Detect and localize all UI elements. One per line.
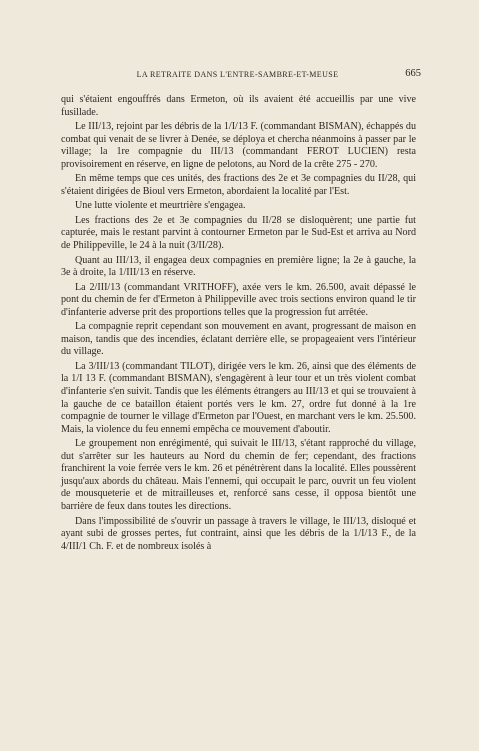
paragraph: Une lutte violente et meurtrière s'engagea. bbox=[75, 200, 246, 212]
running-head: LA RETRAITE DANS L'ENTRE-SAMBRE-ET-MEUSE bbox=[136, 70, 339, 79]
page-number: 665 bbox=[405, 68, 421, 79]
paragraph: Le III/13, rejoint par les débris de la 1/I/13 F. (commandant BISMAN), échappés du combat qui venait de se livrer à Denée, se déploya et chercha néanmoins à passer par le village; la 1re compagnie du III/13 (commandant FEROT LUCIEN) resta provisoirement en réserve, en ligne de pelotons, au Nord de la crête 275 - 270. bbox=[61, 121, 416, 170]
paragraph: La 3/III/13 (commandant TILOT), dirigée vers le km. 26, ainsi que des éléments de la 1/I 13 F. (commandant BISMAN), s'engagèrent à leur tour et un très violent combat d'infanterie s'en suivit. Tandis que les éléments étrangers au III/13 et qui se trouvaient à la gauche de ce bataillon étaient portés vers le km. 27, ordre fut donné à la 1re compagnie de tourner le village d'Ermeton par l'Ouest, en marchant vers le km. 25.500. Mais, la violence du feu ennemi empêcha ce mouvement d'aboutir. bbox=[61, 360, 416, 435]
paragraph: qui s'étaient engouffrés dans Ermeton, où ils avaient été accueillis par une vive fusillade. bbox=[61, 94, 416, 118]
paragraph: La compagnie reprit cependant son mouvement en avant, progressant de maison en maison, tandis que des incendies, éclatant derrière elle, se propageaient vers l'intérieur du village. bbox=[61, 321, 416, 358]
paragraph: La 2/III/13 (commandant VRITHOFF), axée vers le km. 26.500, avait dépassé le pont du chemin de fer d'Ermeton à Philippeville avec trois sections environ quand le tir d'infanterie adverse prit des proportions telles que la progression fut arrêtée. bbox=[61, 281, 416, 318]
paragraph: Le groupement non enrégimenté, qui suivait le III/13, s'étant rapproché du village, dut s'arrêter sur les hauteurs au Nord du chemin de fer; cependant, des fractions franchirent la voie ferrée vers le km. 26 et pénétrèrent dans la localité. Elles poussèrent jusqu'aux abords du château. Mais l'ennemi, qui occupait le parc, ouvrit un feu violent de mousqueterie et de mitrailleuses et, renforcé sans cesse, il opposa bientôt une barrière de feux dans toutes les directions. bbox=[61, 438, 416, 512]
paragraph: Quant au III/13, il engagea deux compagnies en première ligne; la 2e à gauche, la 3e à droite, la 1/III/13 en réserve. bbox=[61, 254, 416, 279]
paragraph: Les fractions des 2e et 3e compagnies du II/28 se disloquèrent; une partie fut capturée, mais le restant parvint à contourner Ermeton par le Sud-Est et arriva au Nord de Philippeville, le 24 à la nuit (3/II/28). bbox=[61, 214, 416, 252]
paragraph: En même temps que ces unités, des fractions des 2e et 3e compagnies du II/28, qui s'étaient dirigées de Bioul vers Ermeton, abordaient la localité par l'Est. bbox=[61, 173, 416, 197]
body-text bbox=[61, 94, 416, 553]
paragraph: Dans l'impossibilité de s'ouvrir un passage à travers le village, le III/13, disloqué et ayant subi de grosses pertes, fut contraint, ainsi que les débris de la 1/I/13 F., de la 4/III/1 Ch. F. et de nombreux isolés à bbox=[61, 515, 416, 552]
